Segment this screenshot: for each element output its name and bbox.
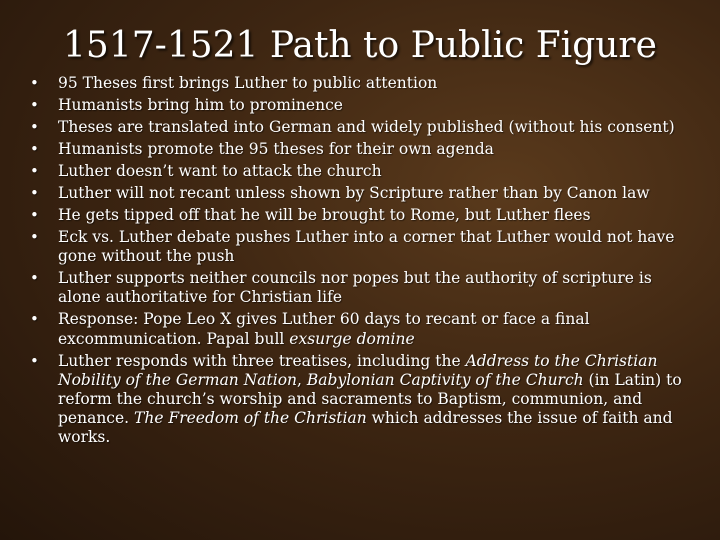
bullet-italic-text: The Freedom of the Christian <box>134 409 367 428</box>
bullet-dot-icon: • <box>30 74 39 92</box>
bullet-item <box>22 140 694 159</box>
bullet-item <box>22 352 694 448</box>
bullet-text: Luther supports neither councils nor popes but the authority of scripture is alone authoritative for Christian life <box>58 269 652 307</box>
bullet-item <box>22 184 694 203</box>
bullet-italic-text: Address to the Christian Nobility of the German Nation <box>58 351 658 389</box>
bullet-dot-icon: • <box>30 162 39 180</box>
bullet-text: Luther doesn’t want to attack the church <box>58 162 382 180</box>
bullet-item <box>22 228 694 266</box>
bullet-dot-icon: • <box>30 228 39 246</box>
bullet-dot-icon: • <box>30 310 39 329</box>
bullet-text: Eck vs. Luther debate pushes Luther into a corner that Luther would not have gone without the push <box>58 228 675 266</box>
bullet-text: Theses are translated into German and widely published (without his consent) <box>58 118 675 136</box>
bullet-dot-icon: • <box>30 140 39 158</box>
bullet-dot-icon: • <box>30 184 39 202</box>
bullet-item <box>22 310 694 348</box>
bullet-text: He gets tipped off that he will be brought to Rome, but Luther flees <box>58 206 591 224</box>
bullet-item <box>22 118 694 137</box>
bullet-dot-icon: • <box>30 96 39 114</box>
bullet-item <box>22 269 694 307</box>
bullet-dot-icon: • <box>30 206 39 224</box>
bullet-text: 95 Theses first brings Luther to public attention <box>58 74 438 92</box>
bullet-text: Humanists bring him to prominence <box>58 96 343 114</box>
bullet-text: (in Latin) to reform the church’s worship and sacraments to Baptism, communion, and penance. <box>58 370 682 428</box>
bullet-text: Response: Pope Leo X gives Luther 60 days to recant or face a final excommunication. Papal bull <box>58 310 590 348</box>
bullet-text: Luther will not recant unless shown by Scripture rather than by Canon law <box>58 184 650 202</box>
bullet-text: , <box>297 370 307 389</box>
bullet-text: Luther responds with three treatises, including the <box>58 351 466 370</box>
bullet-dot-icon: • <box>30 269 39 288</box>
bullet-item <box>22 206 694 225</box>
bullet-list <box>22 74 694 450</box>
bullet-item <box>22 96 694 115</box>
bullet-item <box>22 74 694 93</box>
slide-title: 1517-1521 Path to Public Figure <box>63 25 657 66</box>
bullet-italic-text: exsurge domine <box>289 329 415 348</box>
bullet-dot-icon: • <box>30 118 39 136</box>
bullet-text: which addresses the issue of faith and works. <box>58 409 673 447</box>
bullet-item <box>22 162 694 181</box>
bullet-italic-text: Babylonian Captivity of the Church <box>306 370 584 389</box>
bullet-text: Humanists promote the 95 theses for their own agenda <box>58 140 494 158</box>
bullet-dot-icon: • <box>30 351 39 370</box>
